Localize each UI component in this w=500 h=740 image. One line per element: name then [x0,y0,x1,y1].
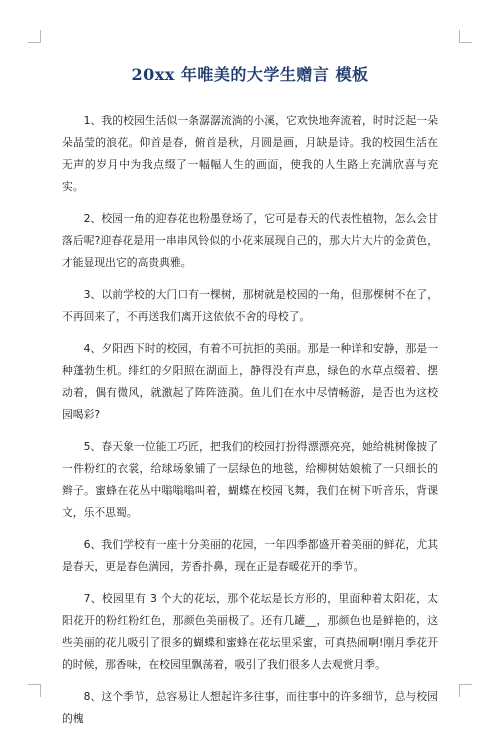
page-corner-mark [28,684,41,697]
paragraph: 5、春天象一位能工巧匠，把我们的校园打扮得漂漂亮亮，她给桃树像披了一件粉红的衣裳，给球场象铺了一层绿色的地毯，给柳树姑娘梳了一只细长的辫子。蜜蜂在花丛中嗡嗡嗡叫着，蝴蝶在校园飞舞，我们在树下听音乐，背课文，乐不思蜀。 [62,440,438,519]
paragraph: 7、校园里有 3 个大的花坛，那个花坛是长方形的，里面种着太阳花，太阳花开的粉红粉红色，那颜色美丽极了。还有几罐__，那颜色也是鲜艳的，这些美丽的花儿吸引了很多的蝴蝶和蜜蜂在花坛里采蜜，可真热闹啊!刚月季花开的时候，那香味，在校园里飘荡着，吸引了我们很多人去观赏月季。 [62,592,438,671]
page-corner-mark [459,30,472,43]
paragraph: 1、我的校园生活似一条潺潺流淌的小溪，它欢快地奔流着，时时泛起一朵朵晶莹的浪花。仰首是春，俯首是秋，月圆是画，月缺是诗。我的校园生活在无声的岁月中为我点缀了一幅幅人生的画面，使我的人生路上充满欣喜与充实。 [62,114,438,193]
paragraph: 8、这个季节，总容易让人想起许多往事，而往事中的许多细节，总与校园的槐 [62,690,438,725]
page-corner-mark [28,30,41,43]
paragraph: 2、校园一角的迎春花也粉墨登场了，它可是春天的代表性植物，怎么会甘落后呢?迎春花是用一串串风铃似的小花来展现自己的，那大片大片的金黄色，才能显现出它的高贵典雅。 [62,212,438,269]
paragraph: 3、以前学校的大门口有一棵树，那树就是校园的一角，但那棵树不在了，不再回来了，不再送我们离开这依依不舍的母校了。 [62,288,438,323]
paragraph: 4、夕阳西下时的校园，有着不可抗拒的美丽。那是一种详和安静，那是一种蓬勃生机。绯红的夕阳照在湖面上，静得没有声息，绿色的水草点缀着、摆动着，偶有微风，就激起了阵阵涟漪。鱼儿们在水中尽情畅游，是否也为这校园喝彩? [62,342,438,421]
document-title: 20xx 年唯美的大学生赠言 模板 [131,65,369,84]
document-body [62,110,438,740]
page-corner-mark [459,684,472,697]
paragraph: 6、我们学校有一座十分美丽的花园，一年四季都盛开着美丽的鲜花，尤其是春天，更是春色满园，芳香扑鼻，现在正是春暖花开的季节。 [62,538,438,573]
